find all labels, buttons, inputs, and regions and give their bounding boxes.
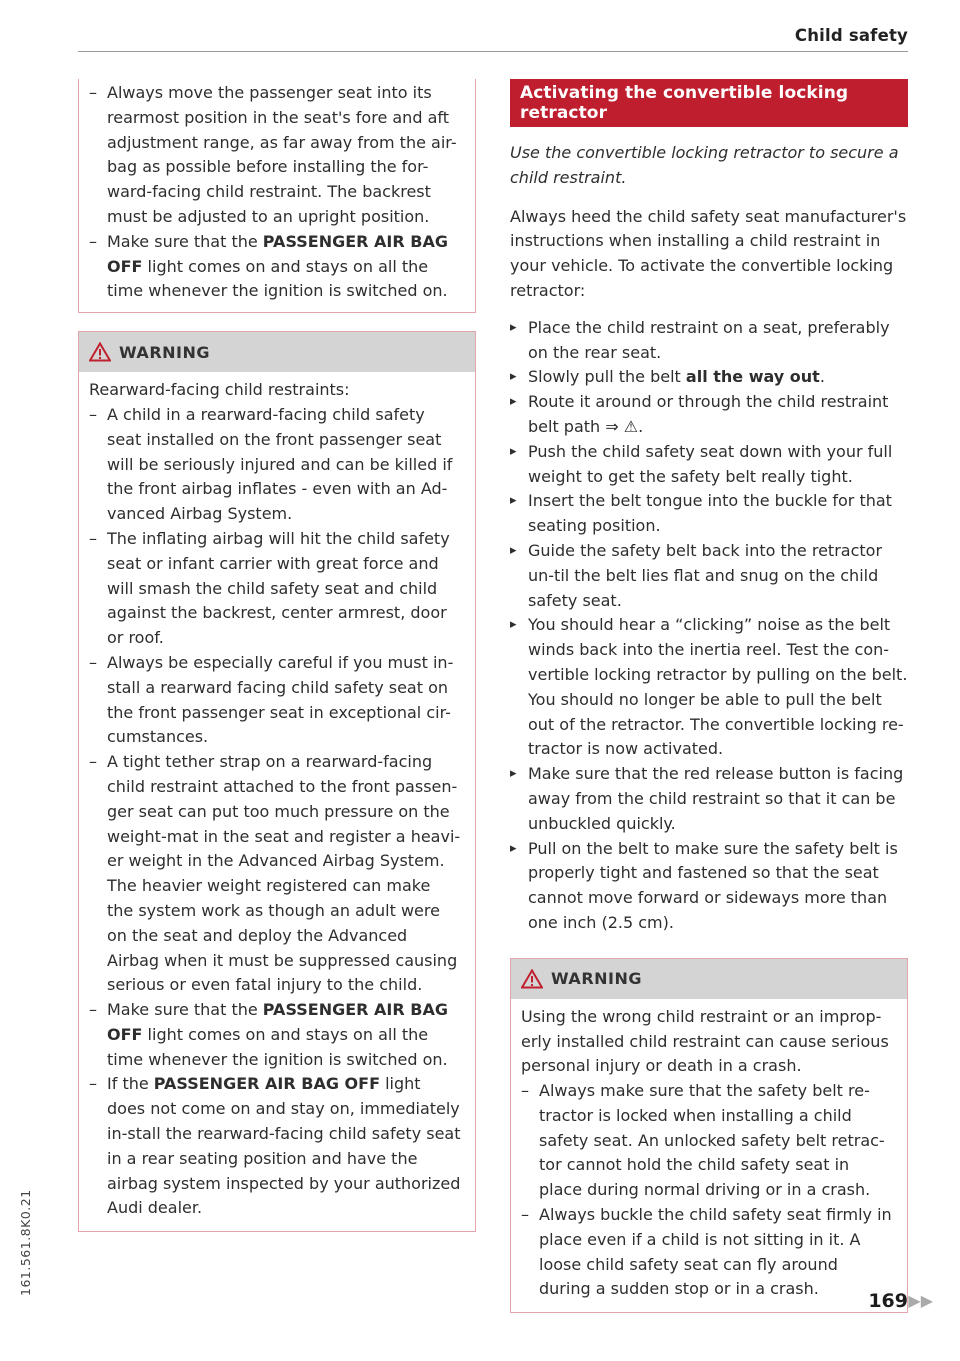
right-column xyxy=(510,79,933,1313)
step-item: ▸ Route it around or through the child restraint belt path ⇒ ⚠. xyxy=(510,390,908,440)
topic-title: Activating the convertible locking retractor xyxy=(510,79,908,127)
list-item: – Always make sure that the safety belt re-tractor is locked when installing a child safety seat. An unlocked safety belt retrac-tor cannot hold the child safety seat in place during normal driving or in a crash. xyxy=(521,1079,893,1203)
warning-title: WARNING xyxy=(119,342,210,362)
step-item: ▸ Make sure that the red release button is facing away from the child restraint so that it can be unbuckled quickly. xyxy=(510,762,908,836)
list-item: – A tight tether strap on a rearward-facing child restraint attached to the front passen-ger seat can put too much pressure on the weight-mat in the seat and register a heavi-er weight in the Advanced Airbag System. The heavier weight registered can make the system work as though an adult were on the seat and deploy the Advanced Airbag when it must be suppressed causing serious or even fatal injury to the child. xyxy=(89,750,461,998)
list-item: – Make sure that the PASSENGER AIR BAG OFF light comes on and stays on all the time whenever the ignition is switched on. xyxy=(89,998,461,1072)
warning-triangle-icon xyxy=(89,342,111,362)
step-item: ▸ Insert the belt tongue into the buckle for that seating position. xyxy=(510,489,908,539)
continue-arrow-icon: ▶▶ xyxy=(908,1291,933,1311)
continued-note-box xyxy=(78,79,476,313)
list-item: – Make sure that the PASSENGER AIR BAG OFF light comes on and stays on all the time whenever the ignition is switched on. xyxy=(89,230,461,304)
warning-box xyxy=(78,331,476,1232)
list-item: – Always be especially careful if you must in-stall a rearward facing child safety seat on the front passenger seat in exceptional cir-cumstances. xyxy=(89,651,461,750)
warning-triangle-icon xyxy=(521,969,543,989)
warning-body xyxy=(79,372,475,1231)
warning-header xyxy=(511,959,907,999)
warning-intro: Using the wrong child restraint or an improp-erly installed child restraint can cause serious personal injury or death in a crash. xyxy=(521,1006,889,1076)
topic-intro: Use the convertible locking retractor to secure a child restraint. xyxy=(510,143,899,187)
list-item: – The inflating airbag will hit the child safety seat or infant carrier with great force and will smash the child safety seat and child against the backrest, center armrest, door or roof. xyxy=(89,527,461,651)
left-column xyxy=(78,79,476,1232)
step-item: ▸ Place the child restraint on a seat, preferably on the rear seat. xyxy=(510,316,908,366)
step-item: ▸ You should hear a “clicking” noise as the belt winds back into the inertia reel. Test the con-vertible locking retractor by pulling on the belt. You should no longer be able to pull the belt out of the retractor. The convertible locking re-tractor is now activated. xyxy=(510,613,908,762)
topic-paragraph: Always heed the child safety seat manufacturer's instructions when installing a child restraint in your vehicle. To activate the convertible locking retractor: xyxy=(510,206,907,300)
section-header: Child safety xyxy=(794,26,908,45)
warning-title: WARNING xyxy=(551,969,642,989)
page-number: 169 xyxy=(868,1290,908,1312)
list-item: – Always move the passenger seat into its rearmost position in the seat's fore and aft adjustment range, as far away from the air-bag as possible before installing the for-ward-facing child restraint. The backrest must be adjusted to an upright position. xyxy=(89,81,461,230)
list-item: – Always buckle the child safety seat firmly in place even if a child is not sitting in it. A loose child safety seat can fly around during a sudden stop or in a crash. xyxy=(521,1203,893,1302)
step-item: ▸ Slowly pull the belt all the way out. xyxy=(510,365,908,390)
warning-body xyxy=(511,999,907,1313)
step-item: ▸ Push the child safety seat down with your full weight to get the safety belt really tight. xyxy=(510,440,908,490)
list-item: – A child in a rearward-facing child safety seat installed on the front passenger seat will be seriously injured and can be killed if the front airbag inflates - even with an Ad-vanced Airbag System. xyxy=(89,403,461,527)
step-item: ▸ Pull on the belt to make sure the safety belt is properly tight and fastened so that the seat cannot move forward or sideways more than one inch (2.5 cm). xyxy=(510,837,908,936)
warning-box xyxy=(510,958,933,1314)
step-list xyxy=(510,316,908,936)
warning-header xyxy=(79,332,475,372)
warning-intro: Rearward-facing child restraints: xyxy=(89,380,350,400)
side-code: 161.561.8K0.21 xyxy=(18,1189,33,1296)
step-item: ▸ Guide the safety belt back into the retractor un-til the belt lies flat and snug on the child safety seat. xyxy=(510,539,908,613)
list-item: – If the PASSENGER AIR BAG OFF light does not come on and stay on, immediately in-stall the rearward-facing child safety seat in a rear seating position and have the airbag system inspected by your authorized Audi dealer. xyxy=(89,1072,461,1221)
header-rule xyxy=(78,51,908,52)
